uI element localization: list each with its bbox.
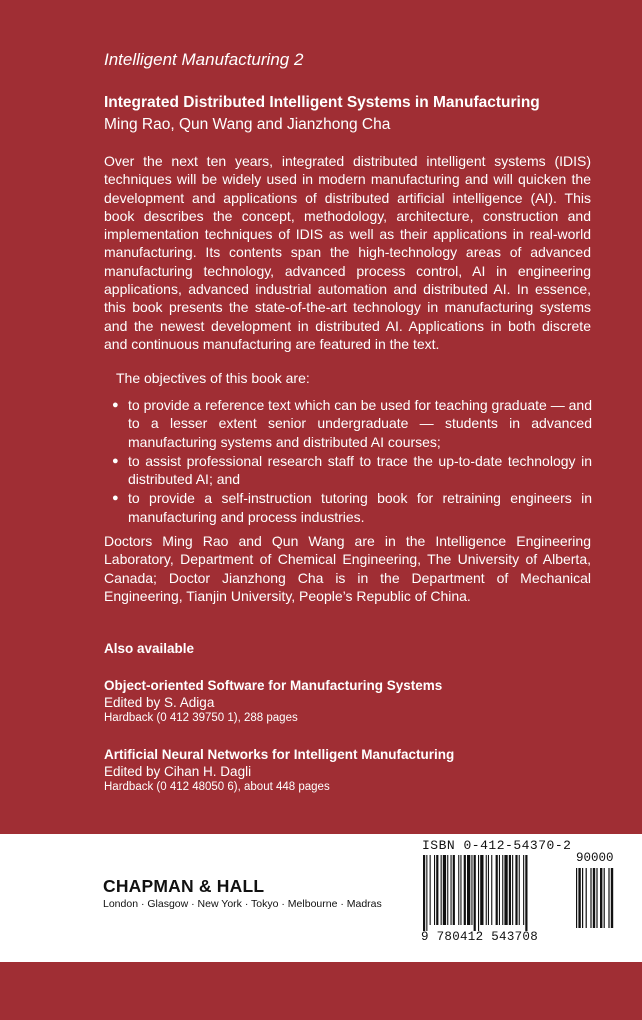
addon-code: 90000 (576, 851, 614, 865)
barcode-bar (519, 855, 520, 925)
barcode-bar (512, 855, 513, 925)
addon-bar (590, 868, 591, 928)
related-book-editor: Edited by Cihan H. Dagli (104, 764, 252, 779)
book-authors: Ming Rao, Qun Wang and Jianzhong Cha (104, 116, 391, 133)
barcode-bar (491, 855, 492, 925)
related-book (104, 746, 584, 795)
barcode-bar (515, 855, 517, 925)
related-book-details: Hardback (0 412 39750 1), 288 pages (104, 712, 298, 724)
book-description: Over the next ten years, integrated distributed intelligent systems (IDIS) techniques will be widely used in modern manufacturing and will quicken the development and applications of distributed artificial intelligence (AI). This book describes the concept, methodology, architecture, construction and implementation techniques of IDIS as well as their applications in real-world manufacturing. Its contents span the high-technology areas of advanced manufacturing technology, advanced process control, AI in engineering applications, advanced industrial automation and distributed AI. In essence, this book presents the state-of-the-art technology in manufacturing systems and the newest development in distributed AI. Applications in both discrete and continuous manufacturing are featured in the text. (104, 153, 591, 352)
addon-bar (596, 868, 597, 928)
author-bio: Doctors Ming Rao and Qun Wang are in the Intelligence Engineering Laboratory, Department of Chemical Engineering, The University of Alberta, Canada; Doctor Jianzhong Cha is in the Department of Mechanical Engineering, Tianjin University, People’s Republic of China. (104, 533, 591, 604)
barcode-bar (460, 855, 461, 925)
ean-number: 9 780412 543708 (421, 930, 539, 944)
addon-bar (593, 868, 595, 928)
objectives-list (112, 396, 592, 527)
barcode-bar (525, 855, 527, 931)
barcode-bar (474, 855, 476, 931)
publisher-cities: London · Glasgow · New York · Tokyo · Melbourne · Madras (103, 898, 382, 910)
addon-bar (608, 868, 609, 928)
barcode-bar (471, 855, 472, 925)
barcode-bar (423, 855, 425, 931)
barcode-bar (451, 855, 452, 925)
related-book-title: Artificial Neural Networks for Intelligent Manufacturing (104, 747, 455, 762)
related-book-editor: Edited by S. Adiga (104, 695, 215, 710)
barcode-bar (488, 855, 489, 925)
book-title: Integrated Distributed Intelligent Systems in Manufacturing (104, 94, 540, 111)
barcode-bar (523, 855, 524, 925)
barcode-bar (480, 855, 483, 925)
objective-item: ● to provide a reference text which can be used for teaching graduate — and to a lesser extent senior undergraduate — students in advanced manufacturing systems and distributed AI courses; (112, 396, 592, 451)
barcode-bar (458, 855, 459, 925)
addon-barcode-icon (574, 852, 624, 928)
barcode-bar (504, 855, 507, 925)
objectives-intro: The objectives of this book are: (116, 370, 310, 386)
addon-bar (600, 868, 602, 928)
series-title: Intelligent Manufacturing 2 (104, 50, 304, 69)
barcode-bar (486, 855, 487, 925)
barcode-bar (426, 855, 427, 931)
related-book (104, 677, 584, 726)
barcode-bar (447, 855, 448, 925)
related-book-title: Object-oriented Software for Manufacturing Systems (104, 678, 443, 693)
addon-bar (604, 868, 605, 928)
barcode-icon (421, 855, 571, 931)
barcode-bar (436, 855, 438, 925)
barcode-bar (441, 855, 442, 925)
addon-bar (576, 868, 577, 928)
barcode-bar (453, 855, 455, 925)
publisher-band (0, 834, 642, 962)
barcode-bar (499, 855, 500, 925)
objective-item: ● to assist professional research staff to trace the up-to-date technology in distributed AI; and (112, 452, 592, 489)
addon-bar (578, 868, 580, 928)
barcode-bar (443, 855, 446, 925)
barcode-bar (509, 855, 511, 925)
objective-item: ● to provide a self-instruction tutoring book for retraining engineers in manufacturing and process industries. (112, 489, 592, 526)
addon-bar (586, 868, 587, 928)
publisher-name: CHAPMAN & HALL (103, 876, 265, 896)
barcode-bar (502, 855, 503, 925)
also-available-heading: Also available (104, 641, 195, 656)
addon-bar (582, 868, 583, 928)
barcode-bar (430, 855, 431, 925)
barcode-bar (464, 855, 466, 925)
barcode-bar (467, 855, 470, 925)
isbn-label: ISBN 0-412-54370-2 (422, 838, 572, 853)
barcode-bar (496, 855, 498, 925)
barcode-bar (434, 855, 435, 925)
barcode-bar (478, 855, 479, 931)
related-book-details: Hardback (0 412 48050 6), about 448 pages (104, 781, 330, 793)
addon-bar (611, 868, 613, 928)
